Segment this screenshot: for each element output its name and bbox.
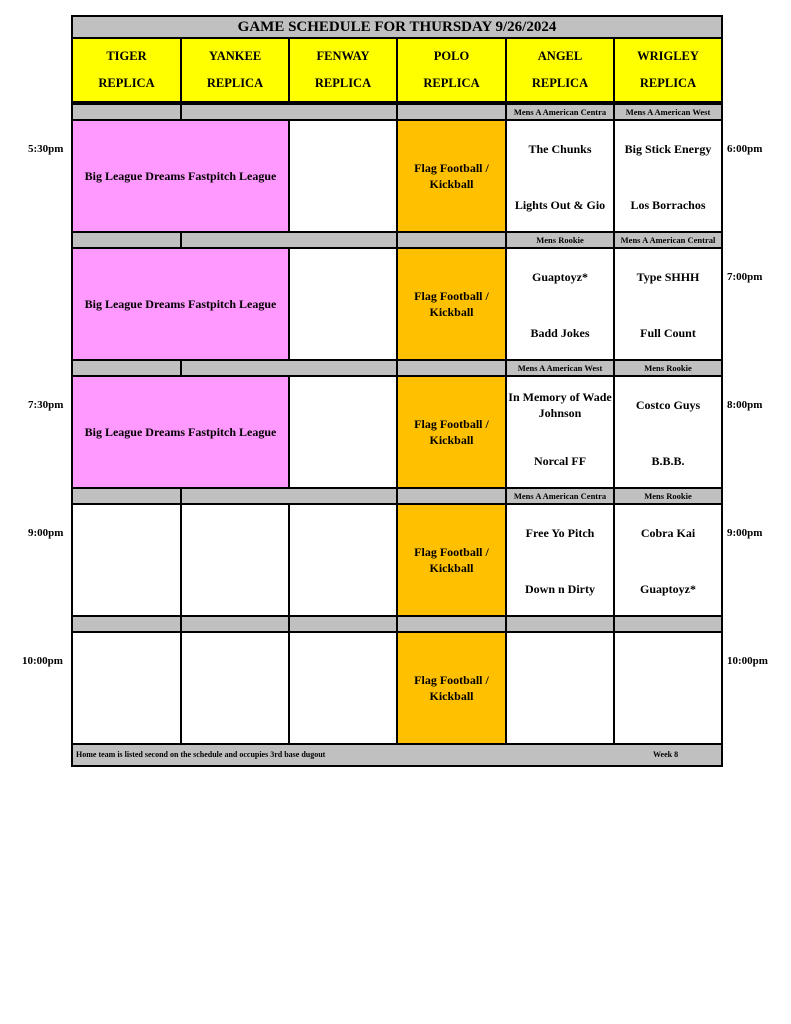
wrigley-game-cell xyxy=(613,119,723,233)
home-team: Full Count xyxy=(640,326,696,340)
away-team: Costco Guys xyxy=(635,398,701,412)
field-header-angel xyxy=(505,37,615,103)
angel-division-label: Mens A American Centra xyxy=(505,487,615,505)
footer-note: Home team is listed second on the schedule and occupies 3rd base dugout xyxy=(76,750,326,759)
slot-time-right: 10:00pm xyxy=(727,655,768,667)
slot-time-right: 9:00pm xyxy=(727,527,763,539)
field-header-polo xyxy=(396,37,507,103)
wrigley-division-label: Mens Rookie xyxy=(613,359,723,377)
angel-game-cell xyxy=(505,375,615,489)
field-name: TIGER xyxy=(106,49,147,63)
tiger-empty-cell xyxy=(71,631,182,745)
field-sub: REPLICA xyxy=(314,76,372,90)
wrigley-game-cell xyxy=(613,247,723,361)
field-header-wrigley xyxy=(613,37,723,103)
yankee-empty-cell xyxy=(180,631,290,745)
wrigley-division-label: Mens A American West xyxy=(613,103,723,121)
flag-football-block: Flag Football / Kickball xyxy=(396,375,507,489)
flag-football-block: Flag Football / Kickball xyxy=(396,247,507,361)
away-team: Big Stick Energy xyxy=(624,142,712,156)
away-team: Free Yo Pitch xyxy=(525,526,595,540)
slot-time-left: 7:30pm xyxy=(28,399,64,411)
wrigley-empty-cell xyxy=(613,631,723,745)
field-sub: REPLICA xyxy=(639,76,697,90)
field-sub: REPLICA xyxy=(206,76,264,90)
away-team: Type SHHH xyxy=(636,270,700,284)
home-team: Norcal FF xyxy=(533,454,587,468)
home-team: Lights Out & Gio xyxy=(514,198,606,212)
home-team: B.B.B. xyxy=(651,454,685,468)
field-name: WRIGLEY xyxy=(637,49,699,63)
tiger-empty-cell xyxy=(71,503,182,617)
home-team: Down n Dirty xyxy=(524,582,595,596)
field-sub: REPLICA xyxy=(98,76,155,90)
field-header-fenway xyxy=(288,37,398,103)
field-sub: REPLICA xyxy=(531,76,589,90)
angel-game-cell xyxy=(505,119,615,233)
page-title: GAME SCHEDULE FOR THURSDAY 9/26/2024 xyxy=(71,15,723,39)
away-team: Guaptoyz* xyxy=(531,270,588,284)
footer-bar xyxy=(71,743,723,767)
home-team: Badd Jokes xyxy=(530,326,590,340)
slot-time-left: 10:00pm xyxy=(22,655,63,667)
league-block: Big League Dreams Fastpitch League xyxy=(71,375,290,489)
away-team: The Chunks xyxy=(528,142,592,156)
fenway-empty-cell xyxy=(288,631,398,745)
angel-division-label: Mens A American Centra xyxy=(505,103,615,121)
week-label: Week 8 xyxy=(653,750,679,759)
league-block: Big League Dreams Fastpitch League xyxy=(71,247,290,361)
field-name: ANGEL xyxy=(537,49,583,63)
slot-time-right: 7:00pm xyxy=(727,271,763,283)
home-team: Los Borrachos xyxy=(630,198,706,212)
angel-game-cell xyxy=(505,247,615,361)
fenway-empty-cell xyxy=(288,247,398,361)
slot-time-right: 8:00pm xyxy=(727,399,763,411)
wrigley-division-label: Mens Rookie xyxy=(613,487,723,505)
slot-time-right: 6:00pm xyxy=(727,143,763,155)
home-team: Guaptoyz* xyxy=(639,582,696,596)
league-block: Big League Dreams Fastpitch League xyxy=(71,119,290,233)
field-name: FENWAY xyxy=(316,49,370,63)
field-header-tiger xyxy=(71,37,182,103)
yankee-empty-cell xyxy=(180,503,290,617)
flag-football-block: Flag Football / Kickball xyxy=(396,503,507,617)
slot-time-left: 9:00pm xyxy=(28,527,64,539)
flag-football-block: Flag Football / Kickball xyxy=(396,631,507,745)
angel-division-label: Mens A American West xyxy=(505,359,615,377)
fenway-empty-cell xyxy=(288,503,398,617)
fenway-empty-cell xyxy=(288,119,398,233)
angel-empty-cell xyxy=(505,631,615,745)
wrigley-division-label: Mens A American Central xyxy=(613,231,723,249)
field-header-yankee xyxy=(180,37,290,103)
wrigley-game-cell xyxy=(613,503,723,617)
away-team: Cobra Kai xyxy=(640,526,696,540)
away-team: In Memory of Wade Johnson xyxy=(508,390,612,420)
slot-time-left: 5:30pm xyxy=(28,143,64,155)
fenway-empty-cell xyxy=(288,375,398,489)
angel-game-cell xyxy=(505,503,615,617)
angel-division-label: Mens Rookie xyxy=(505,231,615,249)
wrigley-game-cell xyxy=(613,375,723,489)
flag-football-block: Flag Football / Kickball xyxy=(396,119,507,233)
field-sub: REPLICA xyxy=(423,76,480,90)
field-name: YANKEE xyxy=(208,49,262,63)
field-name: POLO xyxy=(433,49,470,63)
